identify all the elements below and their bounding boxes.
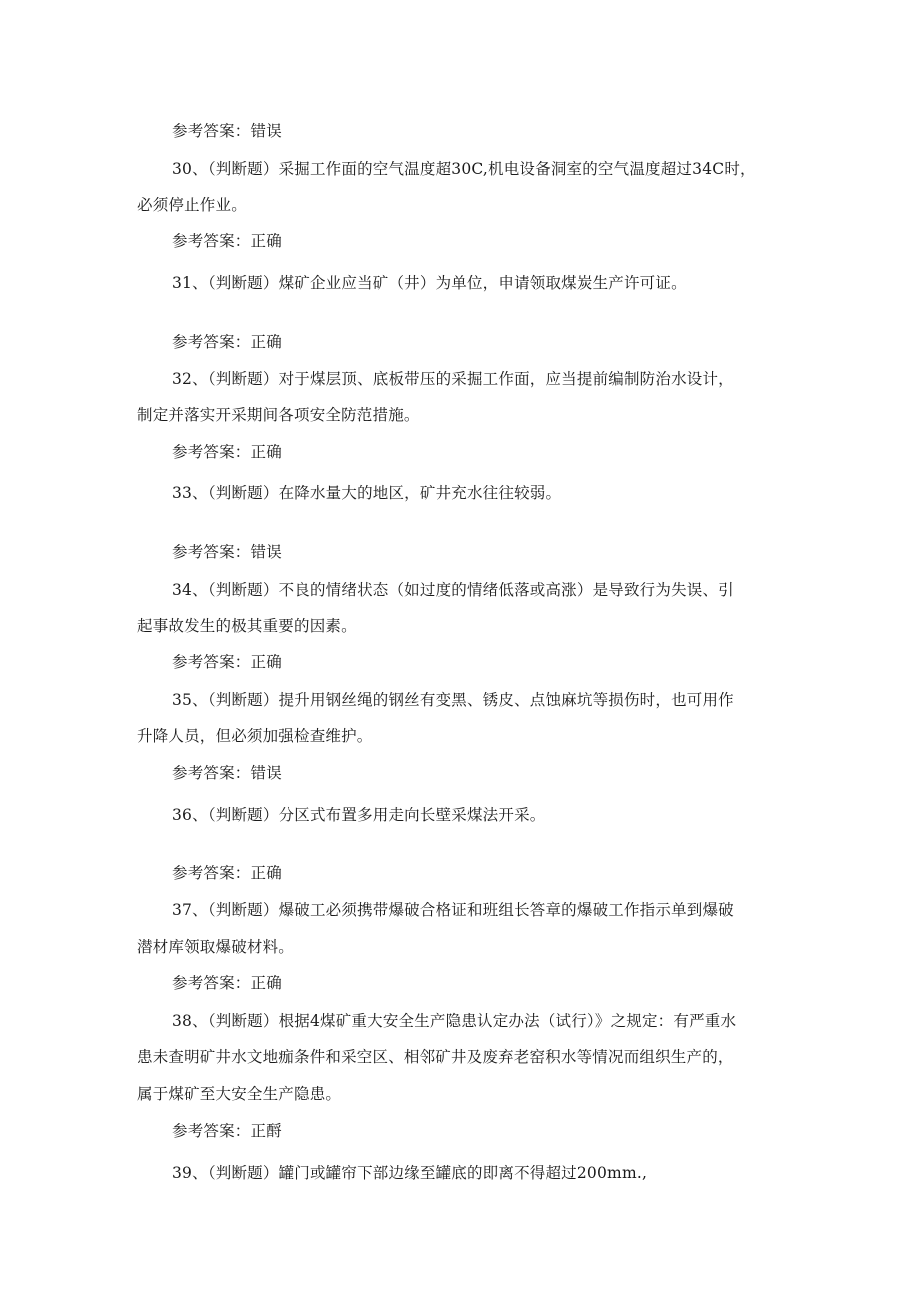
answer-label: 参考答案： <box>172 974 251 992</box>
question-line: 39、（判断题）罐门或罐帘下部边缘至罐底的即离不得超过200mm., <box>172 1164 648 1182</box>
answer-value: 正确 <box>250 653 282 671</box>
question-line: 起事故发生的极其重要的因素。 <box>137 617 357 635</box>
answer-line <box>172 542 282 562</box>
question-line: 35、（判断题）提升用钢丝绳的钢丝有变黑、锈皮、点蚀麻坑等损伤时，也可用作 <box>172 691 734 709</box>
answer-line <box>172 121 282 141</box>
answer-value: 错误 <box>250 122 282 140</box>
question-line: 31、（判断题）煤矿企业应当矿（井）为单位，申请领取煤炭生产许可证。 <box>172 274 687 292</box>
question-line: 升降人员，但必须加强检查维护。 <box>137 727 373 745</box>
answer-line <box>172 1121 282 1141</box>
question-line: 制定并落实开采期间各项安全防范措施。 <box>137 406 420 424</box>
answer-value: 正确 <box>250 864 282 882</box>
answer-line <box>172 863 282 883</box>
answer-value: 正确 <box>250 232 282 250</box>
answer-value: 正酹 <box>250 1122 282 1140</box>
answer-label: 参考答案： <box>172 122 251 140</box>
question-line: 32、（判断题）对于煤层顶、底板带压的采掘工作面，应当提前编制防治水设计， <box>172 370 734 388</box>
answer-label: 参考答案： <box>172 543 251 561</box>
answer-label: 参考答案： <box>172 764 251 782</box>
question-line: 必须停止作业。 <box>137 196 247 214</box>
answer-value: 正确 <box>250 333 282 351</box>
answer-value: 错误 <box>250 764 282 782</box>
question-line: 37、（判断题）爆破工必须携带爆破合格证和班组长答章的爆破工作指示单到爆破 <box>172 901 734 919</box>
answer-label: 参考答案： <box>172 653 251 671</box>
answer-value: 错误 <box>250 543 282 561</box>
question-line: 属于煤矿至大安全生产隐患。 <box>137 1085 342 1103</box>
answer-value: 正确 <box>250 443 282 461</box>
answer-label: 参考答案： <box>172 232 251 250</box>
answer-label: 参考答案： <box>172 1122 251 1140</box>
answer-line <box>172 442 282 462</box>
answer-line <box>172 763 282 783</box>
answer-line <box>172 332 282 352</box>
answer-line <box>172 231 282 251</box>
answer-label: 参考答案： <box>172 443 251 461</box>
answer-label: 参考答案： <box>172 864 251 882</box>
question-line: 30、（判断题）采掘工作面的空气温度超30C,机电设备洞室的空气温度超过34C时， <box>172 160 756 178</box>
question-line: 33、（判断题）在降水量大的地区，矿井充水往往较弱。 <box>172 484 562 502</box>
answer-line <box>172 652 282 672</box>
answer-line <box>172 973 282 993</box>
answer-value: 正确 <box>250 974 282 992</box>
question-line: 潜材库领取爆破材料。 <box>137 938 295 956</box>
question-line: 34、（判断题）不良的情绪状态（如过度的情绪低落或高涨）是导致行为失误、引 <box>172 581 734 599</box>
question-line: 38、（判断题）根据4煤矿重大安全生产隐患认定办法（试行）》之规定：有严重水 <box>172 1012 737 1030</box>
question-line: 36、（判断题）分区式布置多用走向长壁采煤法开采。 <box>172 806 546 824</box>
question-line: 患未查明矿井水文地痂条件和采空区、相邻矿井及废弃老窑积水等情况而组织生产的， <box>137 1048 734 1066</box>
answer-label: 参考答案： <box>172 333 251 351</box>
